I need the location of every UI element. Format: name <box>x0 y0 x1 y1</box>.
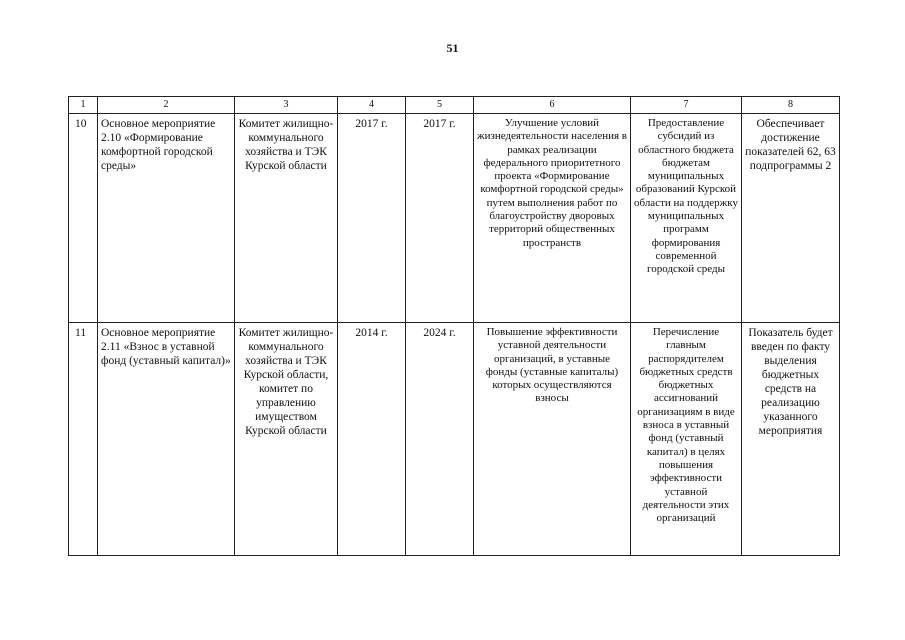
measure-name: Основное мероприятие 2.10 «Формирование комфортной городской среды» <box>98 114 235 323</box>
header-cell: 1 <box>69 97 98 114</box>
header-cell: 8 <box>742 97 840 114</box>
expected-result: Повышение эффективности уставной деятельности организаций, в уставные фонды (уставные капиталы) которых осуществляются взносы <box>474 323 631 556</box>
measure-name: Основное мероприятие 2.11 «Взнос в уставной фонд (уставный капитал)» <box>98 323 235 556</box>
measure-content: Предоставление субсидий из областного бюджета бюджетам муниципальных образований Курской области на поддержку муниципальных программ формирования современной городской среды <box>631 114 742 323</box>
header-cell: 3 <box>235 97 338 114</box>
end-year: 2024 г. <box>406 323 474 556</box>
table-header-row <box>69 97 840 114</box>
indicator-link: Показатель будет введен по факту выделения бюджетных средств на реализацию указанного мероприятия <box>742 323 840 556</box>
start-year: 2014 г. <box>338 323 406 556</box>
end-year: 2017 г. <box>406 114 474 323</box>
page-number: 51 <box>446 41 459 55</box>
start-year: 2017 г. <box>338 114 406 323</box>
executor: Комитет жилищно-коммунального хозяйства и ТЭК Курской области, комитет по управлению имуществом Курской области <box>235 323 338 556</box>
measure-content: Перечисление главным распорядителем бюджетных средств бюджетных ассигнований организациям в виде взноса в уставный фонд (уставный капитал) в целях повышения эффективности уставной деятельности этих организаций <box>631 323 742 556</box>
row-number: 10 <box>69 114 98 323</box>
header-cell: 6 <box>474 97 631 114</box>
header-cell: 4 <box>338 97 406 114</box>
measures-table <box>68 96 840 556</box>
header-cell: 5 <box>406 97 474 114</box>
table-row <box>69 323 840 556</box>
table-row <box>69 114 840 323</box>
executor: Комитет жилищно-коммунального хозяйства и ТЭК Курской области <box>235 114 338 323</box>
header-cell: 7 <box>631 97 742 114</box>
header-cell: 2 <box>98 97 235 114</box>
expected-result: Улучшение условий жизнедеятельности населения в рамках реализации федерального приоритетного проекта «Формирование комфортной городской среды» путем выполнения работ по благоустройству дворовых территорий общественных пространств <box>474 114 631 323</box>
indicator-link: Обеспечивает достижение показателей 62, 63 подпрограммы 2 <box>742 114 840 323</box>
row-number: 11 <box>69 323 98 556</box>
